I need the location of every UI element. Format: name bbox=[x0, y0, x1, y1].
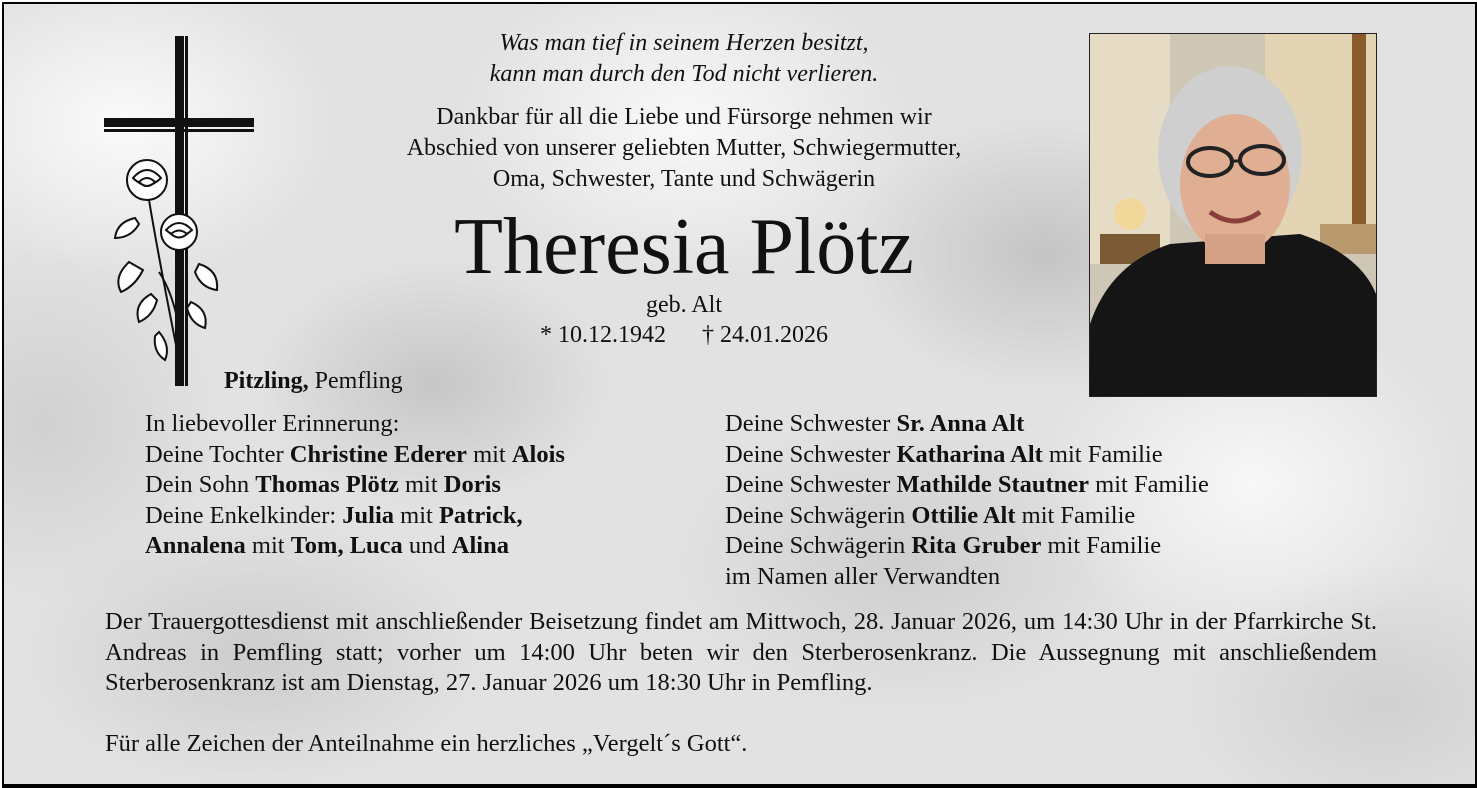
sister-in-law-prefix: Deine Schwägerin bbox=[725, 501, 912, 529]
sister-in-law-line-1 bbox=[725, 501, 1209, 532]
thanks-line: Für alle Zeichen der Anteilnahme ein herzliches „Vergelt´s Gott“. bbox=[105, 730, 748, 757]
sister-3-name: Mathilde Stautner bbox=[896, 471, 1090, 498]
son-prefix: Dein Sohn bbox=[145, 471, 256, 498]
portrait-photo bbox=[1089, 33, 1377, 397]
great-grandchildren: Tom, Luca bbox=[290, 532, 403, 559]
sister-in-law-1-name: Ottilie Alt bbox=[911, 501, 1016, 529]
sister-prefix: Deine Schwester bbox=[725, 471, 897, 498]
family-suffix: mit Familie bbox=[1041, 532, 1162, 559]
family-suffix: mit Familie bbox=[1015, 501, 1136, 529]
daughter-with: mit bbox=[466, 440, 512, 468]
sister-line-1 bbox=[725, 409, 1209, 440]
great-grandchild-last: Alina bbox=[451, 532, 509, 559]
grandchild-2: Annalena bbox=[145, 532, 246, 559]
grandchild-1-with: mit bbox=[394, 501, 439, 529]
sister-line-2 bbox=[725, 440, 1209, 471]
portrait-image bbox=[1090, 34, 1376, 396]
grandchildren-prefix: Deine Enkelkinder: bbox=[145, 501, 343, 529]
sister-in-law-prefix: Deine Schwägerin bbox=[725, 532, 912, 559]
deceased-name: Theresia Plötz bbox=[454, 203, 914, 291]
grandchild-1-partner: Patrick, bbox=[438, 501, 523, 529]
son-name: Thomas Plötz bbox=[255, 471, 399, 498]
cross-with-roses-icon bbox=[99, 32, 264, 392]
son-line bbox=[145, 470, 565, 501]
sister-in-law-line-2 bbox=[725, 531, 1209, 562]
sister-2-name: Katharina Alt bbox=[896, 440, 1043, 468]
sister-1-name: Sr. Anna Alt bbox=[896, 410, 1025, 437]
birth-name: geb. Alt bbox=[646, 292, 722, 318]
great-grandchildren-and: und bbox=[402, 532, 452, 559]
grandchildren-line-2 bbox=[145, 531, 565, 562]
family-suffix: mit Familie bbox=[1089, 471, 1209, 498]
obituary-card bbox=[2, 2, 1477, 788]
sister-prefix: Deine Schwester bbox=[725, 440, 897, 468]
grandchildren-line-1 bbox=[145, 501, 565, 532]
service-details: Der Trauergottesdienst mit anschließender Beisetzung findet am Mittwoch, 28. Januar 2026, um 14:30 Uhr in der Pfarrkirche St. Andreas in Pemfling statt; vorher um 14:00 Uhr beten wir den Sterberosenkranz. Die Aussegnung mit anschließendem Sterberosenkranz ist am Dienstag, 27. Januar 2026 um 18:30 Uhr in Pemfling. bbox=[105, 608, 1377, 696]
residence-town: Pitzling, bbox=[224, 368, 309, 394]
motto-line-1: Was man tief in seinem Herzen besitzt, bbox=[499, 30, 869, 56]
life-dates bbox=[434, 320, 934, 350]
intro-text bbox=[284, 102, 1084, 195]
residence bbox=[224, 366, 403, 396]
family-right-column bbox=[725, 409, 1209, 592]
birth-date: * 10.12.1942 bbox=[540, 322, 666, 348]
daughter-partner: Alois bbox=[511, 440, 565, 468]
family-left-column bbox=[145, 409, 565, 562]
sister-line-3 bbox=[725, 470, 1209, 501]
sister-prefix: Deine Schwester bbox=[725, 410, 897, 437]
motto-line-2: kann man durch den Tod nicht verlieren. bbox=[489, 61, 879, 87]
intro-line-1: Dankbar für all die Liebe und Fürsorge nehmen wir bbox=[436, 104, 932, 130]
son-partner: Doris bbox=[443, 471, 501, 498]
remembrance-heading: In liebevoller Erinnerung: bbox=[145, 410, 400, 437]
sister-in-law-2-name: Rita Gruber bbox=[911, 532, 1042, 559]
intro-line-3: Oma, Schwester, Tante und Schwägerin bbox=[492, 166, 876, 192]
motto bbox=[334, 28, 1034, 90]
residence-municipality: Pemfling bbox=[314, 368, 403, 394]
family-suffix: mit Familie bbox=[1042, 440, 1163, 468]
grandchild-2-with: mit bbox=[245, 532, 291, 559]
relatives-line: im Namen aller Verwandten bbox=[725, 562, 1001, 590]
grandchild-1: Julia bbox=[342, 501, 395, 529]
daughter-line bbox=[145, 440, 565, 471]
daughter-name: Christine Ederer bbox=[289, 440, 467, 468]
intro-line-2: Abschied von unserer geliebten Mutter, Schwiegermutter, bbox=[406, 135, 962, 161]
son-with: mit bbox=[398, 471, 444, 498]
daughter-prefix: Deine Tochter bbox=[145, 440, 290, 468]
death-date: † 24.01.2026 bbox=[702, 322, 828, 348]
